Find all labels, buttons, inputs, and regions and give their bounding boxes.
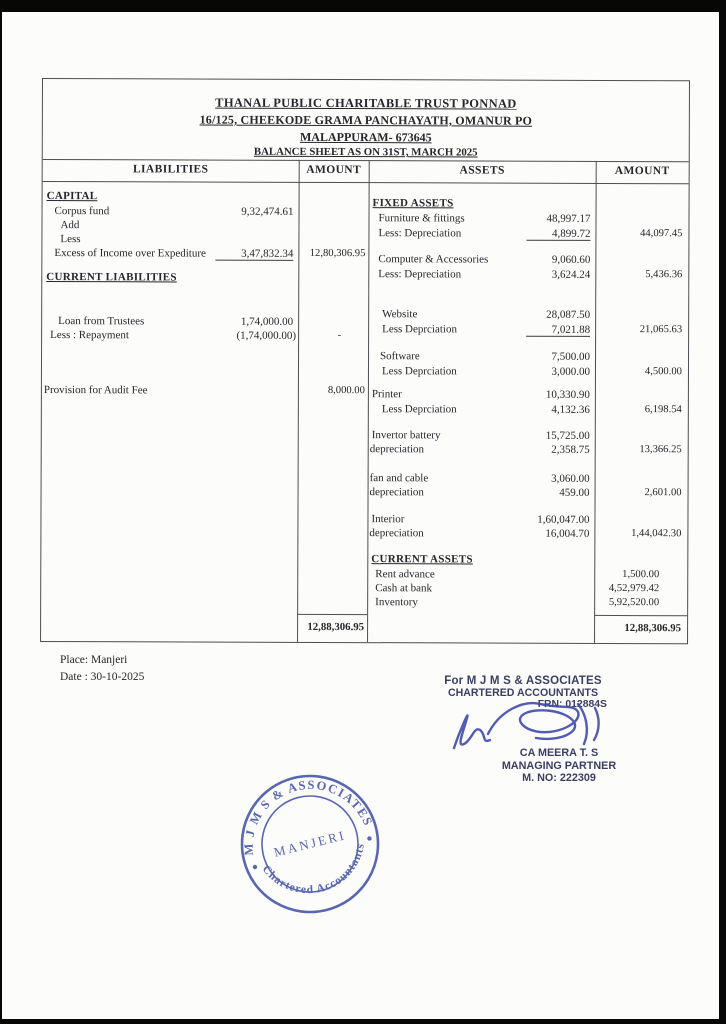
asset-row: depreciation 16,004.70 bbox=[369, 527, 590, 540]
trust-address: 16/125, CHEEKODE GRAMA PANCHAYATH, OMANUR PO bbox=[199, 112, 533, 128]
row-excess-income: Excess of Income over Expediture 3,47,832.34 bbox=[54, 247, 294, 260]
header-top-rule bbox=[43, 159, 689, 162]
asset-row: Invertor battery 15,725.00 bbox=[371, 429, 590, 442]
row-loan-trustees: Loan from Trustees 1,74,000.00 bbox=[58, 315, 294, 328]
stamp-arc-bottom-text: Chartered Accountants bbox=[259, 842, 367, 897]
net-amount: 6,198.54 bbox=[644, 404, 682, 416]
row-less-repayment: Less : Repayment (1,74,000.00) bbox=[50, 329, 297, 342]
stamp-arc-top-text: M J M S & ASSOCIATES bbox=[241, 777, 376, 856]
header-bottom-rule bbox=[43, 181, 689, 184]
place-date-block bbox=[60, 652, 144, 686]
current-asset-amount: 5,92,520.00 bbox=[608, 596, 660, 609]
current-asset-amount: 1,500.00 bbox=[622, 569, 660, 581]
signatory-block bbox=[470, 747, 648, 785]
asset-row: Less Deprciation 3,000.00 bbox=[381, 365, 590, 378]
section-heading-fixed-assets: FIXED ASSETS bbox=[372, 197, 454, 210]
section-heading-capital: CAPITAL bbox=[46, 190, 98, 203]
col-header-amount-left: AMOUNT bbox=[306, 163, 362, 177]
signatory-membership-no: M. NO: 222309 bbox=[522, 772, 596, 784]
asset-row: Less: Depreciation 3,624.24 bbox=[378, 268, 591, 281]
signatory-name: CA MEERA T. S bbox=[519, 747, 599, 759]
section-heading-current-liabilities: CURRENT LIABILITIES bbox=[46, 271, 177, 284]
section-heading-current-assets: CURRENT ASSETS bbox=[371, 553, 473, 566]
loan-net-dash: - bbox=[337, 330, 342, 342]
col-header-liabilities: LIABILITIES bbox=[132, 163, 209, 176]
net-amount: 13,366.25 bbox=[639, 444, 682, 456]
assets-grand-total: 12,88,306.95 bbox=[624, 622, 682, 635]
statement-title: BALANCE SHEET AS ON 31ST, MARCH 2025 bbox=[253, 145, 478, 159]
net-amount: 21,065.63 bbox=[639, 324, 683, 336]
trust-district: MALAPPURAM- 673645 bbox=[299, 129, 432, 145]
asset-row: Software 7,500.00 bbox=[380, 350, 591, 363]
signatory-role: MANAGING PARTNER bbox=[501, 759, 617, 772]
date-line: Date : 30-10-2025 bbox=[60, 671, 145, 683]
stamp-center-text: MANJERI bbox=[272, 827, 348, 860]
row-corpus-fund: Corpus fund 9,32,474.61 bbox=[54, 205, 294, 218]
scanned-balance-sheet-page bbox=[2, 12, 719, 1019]
col-header-amount-right: AMOUNT bbox=[614, 164, 670, 178]
audit-fee-amount: 8,000.00 bbox=[327, 384, 365, 397]
row-audit-fee-provision: Provision for Audit Fee bbox=[43, 384, 148, 397]
total-rule-left bbox=[297, 614, 367, 615]
net-amount: 2,601.00 bbox=[644, 487, 682, 499]
asset-row: Rent advance bbox=[375, 568, 435, 581]
asset-row: fan and cable 3,060.00 bbox=[369, 472, 590, 485]
net-amount: 44,097.45 bbox=[640, 228, 683, 240]
row-add: Add bbox=[60, 219, 80, 232]
col-header-assets: ASSETS bbox=[459, 164, 505, 177]
asset-row: Printer 10,330.90 bbox=[371, 388, 590, 401]
firm-for-line: For M J M S & ASSOCIATES bbox=[444, 675, 602, 687]
row-less: Less bbox=[60, 233, 81, 246]
asset-row: Less Deprciation 7,021.88 bbox=[382, 323, 591, 336]
capital-total: 12,80,306.95 bbox=[309, 247, 366, 260]
asset-row: Interior 1,60,047.00 bbox=[371, 513, 590, 526]
net-amount: 5,436.36 bbox=[645, 269, 683, 281]
asset-row: Cash at bank bbox=[375, 582, 433, 595]
balance-sheet-table bbox=[40, 78, 690, 644]
net-amount: 1,44,042.30 bbox=[631, 528, 682, 540]
liabilities-grand-total: 12,88,306.95 bbox=[307, 620, 365, 634]
asset-row: Website 28,087.50 bbox=[382, 308, 591, 321]
place-line: Place: Manjeri bbox=[60, 654, 128, 666]
current-asset-amount: 4,52,979.42 bbox=[608, 582, 660, 595]
net-amount: 4,500.00 bbox=[644, 366, 682, 378]
total-rule-right bbox=[594, 615, 687, 616]
asset-row: Inventory bbox=[375, 596, 418, 609]
asset-row: Less: Depreciation 4,899.72 bbox=[378, 227, 591, 240]
asset-row: depreciation 459.00 bbox=[369, 486, 590, 499]
firm-frn-line: FRN: 012884S bbox=[537, 699, 607, 710]
firm-rubber-stamp bbox=[235, 769, 385, 919]
asset-row: Computer & Accessories 9,060.60 bbox=[378, 253, 591, 266]
asset-row: Furniture & fittings 48,997.17 bbox=[378, 212, 591, 225]
asset-row: depreciation 2,358.75 bbox=[369, 443, 590, 456]
document-header bbox=[43, 79, 689, 159]
firm-type-line: CHARTERED ACCOUNTANTS bbox=[447, 687, 599, 699]
trust-name: THANAL PUBLIC CHARITABLE TRUST PONNAD bbox=[215, 95, 517, 111]
asset-row: Less Deprciation 4,132.36 bbox=[381, 403, 590, 416]
